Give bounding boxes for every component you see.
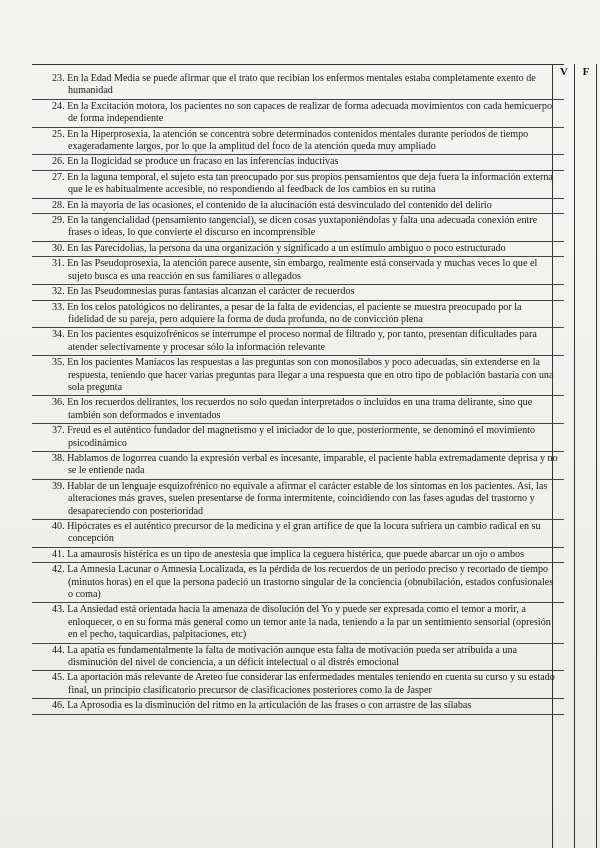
question-statement: En los recuerdos delirantes, los recuerdos no solo quedan interpretados o incluidos en una trama delirante, sino que también son deformados e inventados [67, 397, 533, 421]
question-text [52, 172, 558, 197]
question-statement: En la tangencialidad (pensamiento tangencial), se dicen cosas yuxtaponiéndolas y falta una adecuada conexión entre frases o ideas, lo que convierte el discurso en incomprensible [67, 215, 538, 239]
question-statement: En la Ilogicidad se produce un fracaso en las inferencias inductivas [67, 156, 339, 168]
question-text [52, 200, 558, 212]
column-divider-middle [574, 64, 575, 848]
question-text [52, 700, 558, 712]
question-statement: En la laguna temporal, el sujeto esta tan preocupado por sus propios pensamientos que deja fuera la información externa que le es habitualmente accesible, no respondiendo al feedback de los cambios en su rutina [67, 171, 553, 196]
question-statement: Hablar de un lenguaje esquizofrénico no equivale a afirmar el carácter estable de los síntomas en los pacientes. Así, las alteraciones más graves, suelen presentarse de forma intermitente, coincidiendo con las fases agudas del trastorno y desapareciendo con posterioridad [67, 480, 548, 517]
question-statement: En la Excitación motora, los pacientes no son capaces de realizar de forma adecuada movimientos con cada hemicuerpo de forma independiente [67, 100, 553, 125]
question-text [52, 329, 558, 354]
question-text [52, 258, 558, 283]
question-row [32, 603, 564, 643]
question-row [32, 424, 564, 452]
question-statement: La amaurosis histérica es un tipo de anestesia que implica la ceguera histérica, que puede abarcar un ojo o ambos [67, 548, 525, 560]
question-number: 25. [52, 128, 65, 140]
question-number: 33. [52, 301, 65, 313]
question-row [32, 257, 564, 285]
question-number: 26. [52, 156, 65, 168]
question-row [32, 171, 564, 199]
question-row [32, 199, 564, 214]
question-row [32, 301, 564, 329]
question-text [52, 101, 558, 126]
question-row [32, 396, 564, 424]
question-number: 44. [52, 644, 65, 656]
question-number: 28. [52, 199, 65, 211]
question-number: 30. [52, 242, 65, 254]
question-statement: En la Hiperprosexia, la atención se concentra sobre determinados contenidos mentales durante períodos de tiempo exageradamente largos, por lo que la amplitud del foco de la atención queda muy ampliado [67, 128, 529, 153]
question-number: 41. [52, 548, 65, 560]
question-number: 32. [52, 286, 65, 298]
question-number: 37. [52, 425, 65, 437]
question-row [32, 563, 564, 603]
question-text [52, 521, 558, 546]
question-number: 35. [52, 357, 65, 369]
question-number: 24. [52, 100, 65, 112]
column-divider-right [596, 64, 597, 848]
question-row [32, 699, 564, 714]
question-statement: En los pacientes esquizofrénicos se interrumpe el proceso normal de filtrado y, por tanto, presentan dificultades para atender selectivamente y procesar sólo la información relevante [67, 329, 537, 353]
false-column-header: F [574, 65, 597, 79]
question-statement: Hablamos de logorrea cuando la expresión verbal es incesante, imparable, el paciente habla extremadamente deprisa y no se le entiende nada [67, 452, 558, 477]
question-number: 39. [52, 480, 65, 492]
question-text [52, 156, 558, 168]
question-row [32, 548, 564, 563]
question-statement: La Aprosodia es la disminución del ritmo en la articulación de las frases o con arrastre de las sílabas [67, 700, 472, 712]
question-number: 38. [52, 452, 65, 464]
question-row [32, 100, 564, 128]
question-text [52, 397, 558, 422]
questions-table [32, 64, 590, 848]
question-statement: Freud es el auténtico fundador del magnetismo y el iniciador de lo que, posteriormente, se denominó el movimiento psicodinámico [67, 425, 535, 449]
question-row [32, 214, 564, 242]
question-text [52, 243, 558, 255]
question-row [32, 480, 564, 520]
bleed-through-text [330, 28, 570, 58]
question-statement: En los celos patológicos no delirantes, a pesar de la falta de evidencias, el paciente se muestra preocupado por la fidelidad de su pareja, pero adquiere la forma de duda profunda, no de convicción plena [67, 301, 522, 325]
question-row [32, 128, 564, 156]
question-text [52, 481, 558, 518]
question-number: 46. [52, 700, 65, 712]
question-number: 29. [52, 215, 65, 227]
question-statement: En los pacientes Maníacos las respuestas a las preguntas son con monosílabos y poco adecuadas, sin extenderse en la respuesta, teniendo que hacer varias preguntas para llegar a una respuesta que en otro tipo de población bastaría con una sola pregunta [67, 357, 554, 393]
question-statement: En la Edad Media se puede afirmar que el trato que recibían los enfermos mentales estaba completamente exento de humanidad [67, 73, 536, 97]
question-row [32, 356, 564, 396]
question-text [52, 357, 558, 394]
question-number: 43. [52, 604, 65, 616]
question-number: 42. [52, 564, 65, 576]
question-row [32, 671, 564, 699]
question-row [32, 520, 564, 548]
question-text [52, 286, 558, 298]
question-text [52, 645, 558, 670]
question-row [32, 155, 564, 170]
question-text [52, 453, 558, 478]
question-statement: La aportación más relevante de Areteo fue considerar las enfermedades mentales teniendo en cuenta su curso y su estado final, un principio clasificatorio precursor de clasificaciones posteriores como la de Jasper [67, 672, 555, 696]
question-statement: En las Pseudoprosexia, la atención parece ausente, sin embargo, realmente está conservada y muchas veces lo que el sujeto busca es una reacción en sus familiares o allegados [67, 258, 538, 282]
question-row [32, 452, 564, 480]
question-row [32, 285, 564, 300]
question-number: 34. [52, 329, 65, 341]
question-statement: La Ansiedad está orientada hacia la amenaza de disolución del Yo y puede ser expresada como el temor a morir, a enloquecer, o en su forma más general como un temor ante la nada, teniendo a la par un sentimiento sensorial (opresión en el pecho, taquicardias, palpitaciones, etc) [67, 604, 551, 641]
question-text [52, 73, 558, 98]
question-text [52, 672, 558, 697]
question-statement: En las Parecidolias, la persona da una organización y significado a un estímulo ambiguo o poco estructurado [67, 242, 506, 254]
question-text [52, 564, 558, 601]
question-text [52, 129, 558, 154]
question-statement: Hipócrates es el auténtico precursor de la medicina y el gran artífice de que la locura sufriera un cambio radical en su concepción [67, 521, 541, 545]
question-number: 23. [52, 73, 65, 84]
question-text [52, 604, 558, 641]
question-row [32, 644, 564, 672]
question-statement: En la mayoría de las ocasiones, el contenido de la alucinación está desvinculado del contenido del delirio [67, 199, 492, 211]
question-text [52, 302, 558, 327]
question-number: 31. [52, 258, 65, 270]
question-row [32, 328, 564, 356]
question-number: 40. [52, 521, 65, 532]
question-number: 27. [52, 171, 65, 183]
question-row [32, 72, 564, 100]
question-text [52, 215, 558, 240]
question-number: 45. [52, 672, 65, 684]
question-number: 36. [52, 397, 65, 409]
question-statement: La Amnesia Lacunar o Amnesia Localizada, es la pérdida de los recuerdos de un periodo preciso y recortado de tiempo (minutos horas) en el que la persona padeció un trastorno singular de la conciencia (obnubilación, estados confusionales o coma) [67, 564, 554, 601]
question-statement: La apatía es fundamentalmente la falta de motivación aunque esta falta de motivación pueda ser atribuida a una disminución del nivel de conciencia, a un déficit intelectual o al distrés emocional [67, 644, 517, 669]
question-rows [32, 72, 564, 715]
question-statement: En las Pseudomnesias puras fantasías alcanzan el carácter de recuerdos [67, 286, 355, 298]
question-text [52, 549, 558, 561]
question-text [52, 425, 558, 450]
true-column-header: V [552, 65, 575, 79]
question-row [32, 242, 564, 257]
